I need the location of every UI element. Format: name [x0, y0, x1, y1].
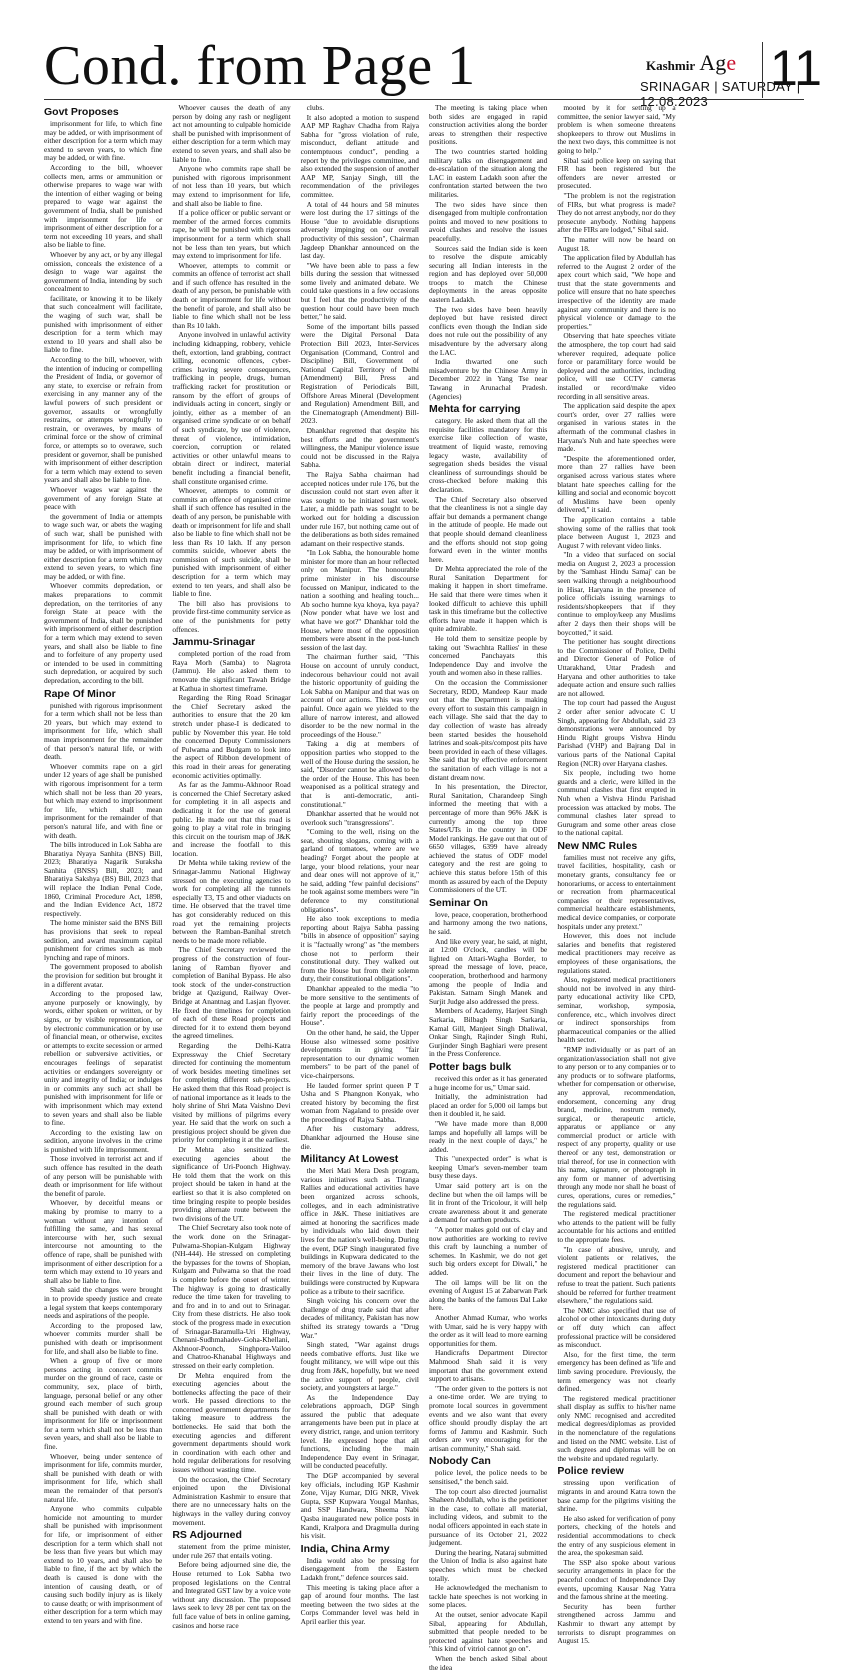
story-paragraph: received this order as it has generated a huge income for us," Umar said.: [428, 1073, 548, 1092]
story-paragraph: On the occasion the Commissioner Secretary, RDD, Mandeep Kaur made out that the Department is making every effort to sustain this campaign in each village. She said that the day to day collection of waste has already been started besides the household latrines and soak-pits/compost pits have been provided in each of these villages. She said that by effective enforcement the sanitation of each village is not a distant dream now.: [428, 678, 548, 782]
column-1: [44, 104, 163, 1625]
story-paragraph: Whoever, being under sentence of imprisonment for life, commits murder, shall be punished with death or with imprisonment for life, which shall mean the remainder of that person's natural life.: [44, 1451, 163, 1504]
story-paragraph: The two sides have been heavily deployed but have resisted direct conflicts even though the Indian side does not rule out the possibility of any misadventure by the adversary along the LAC.: [428, 304, 548, 357]
story-paragraph: Whoever, by deceitful means or making by promise to marry to a woman without any intention of fulfilling the same, and has sexual intercourse with her, such sexual intercourse not amounting to the offence of rape, shall be punished with imprisonment of either description for a term which may extend to 10 years and shall also be liable to fine.: [44, 1198, 163, 1285]
story-paragraph: "In Lok Sabha, the honourable home minister for more than an hour reflected only on Manipur. The honourable prime minister in his discourse focussed on Manipur, indicated to the nation a soothing and healing touch... Ab socho humne kya khoya, kya paya? (Now ponder what have we lost and what have we got?" Dhankhar told the House, where most of the opposition members were absent in the post-lunch session of the last day.: [300, 548, 419, 652]
story-paragraph: Dr Mehta also sensitized the executing agencies about the significance of Uri-Poonch Highway. He told them that the work on this project should be taken in hand at the earliest so that it is also completed on time bringing respite to people besides providing alternate route between the two divisions of the UT.: [172, 1145, 291, 1223]
story-headline: Potter bags bulk: [428, 1060, 512, 1073]
story-paragraph: Regarding the Delhi-Katra Expressway the Chief Secretary directed for continuing the momentum of work besides meeting timelines set for completing different sub-projects. He asked them that this Road project is of national importance as it leads to the holy shrine of Shri Mata Vaishno Devi visited by millions of pilgrims every year. He said that the work on such a prestigious project should be given due priority for completing it at the earliest.: [172, 1040, 291, 1145]
story-paragraph: Singh stated, "War against drugs needs combative efforts. Just like we fought militancy, we will wipe out this drug from J&K, hopefully, but we need the active support of people, civil society, and youngsters at large.": [300, 1340, 419, 1393]
story-paragraph: The registered medical practitioner shall display as suffix to his/her name only NMC recognised and accredited medical degrees/diplomas as provided in the nomenclature of the regulations and listed on the NMC website. List of such degrees and diplomas will be on the website and updated regularly.: [557, 1393, 676, 1463]
story-paragraph: A total of 44 hours and 58 minutes were lost during the 17 sittings of the House "due to avoidable disruptions adversely impinging on our overall productivity of this session", Chairman Jagdeep Dhankhar announced on the last day.: [300, 199, 419, 261]
story-paragraph: When the bench asked Sibal about the idea: [428, 1653, 548, 1672]
story-paragraph: punished with rigorous imprisonment for a term which shall not be less than 20 years, but which may extend to imprisonment for life, which shall mean imprisonment for the remainder of that person's natural life, or with death.: [44, 700, 163, 762]
story-paragraph: Anyone who commits rape shall be punished with rigorous imprisonment of not less than 10 years, but which may extend to imprisonment for life, and shall also be liable to fine.: [172, 164, 291, 208]
story-paragraph: The application contains a table showing some of the rallies that took place between August 1, 2023 and August 7 with relevant video links.: [557, 514, 676, 550]
story-paragraph: Before being adjourned sine die, the House returned to Lok Sabha two proposed legislations on the Central and Integrated GST law by a voice vote without any discussion. The proposed laws seek to levy 28 per cent tax on the full face value of bets in online gaming, casinos and horse race: [172, 1560, 291, 1630]
story-paragraph: The registered medical practitioner who attends to the patient will be fully accountable for his actions and entitled to the appropriate fees.: [557, 1209, 676, 1244]
story-paragraph: Umar said pottery art is on the decline but when the oil lamps will be lit in front of the Tricolour, it will help create awareness about it and generate a demand for earthen products.: [428, 1181, 548, 1225]
story-headline: Seminar On: [428, 896, 488, 909]
story-paragraph: Whoever causes the death of any person by doing any rash or negligent act not amounting to culpable homicide shall be punished with imprisonment of either description for a term which may extend to seven years, and shall also be liable to fine.: [172, 103, 291, 164]
story-paragraph: Also, registered medical practitioners should not be involved in any third-party educational activity like CPD, seminar, workshop, symposia, conference, etc., which involves direct or indirect sponsorships from pharmaceutical companies or the allied health sector.: [557, 975, 676, 1045]
story-paragraph: Those involved in terrorist act and if such offence has resulted in the death of any person will be punishable with death or imprisonment for life without the benefit of parole.: [44, 1154, 163, 1198]
story-paragraph: "In case of abusive, unruly, and violent patients or relatives, the registered medical practitioner can document and report the behaviour and refuse to treat the patient. Such patients should be referred for further treatment elsewhere," the regulations said.: [557, 1244, 676, 1306]
story-paragraph: "The order given to the potters is not a one-time order. We are trying to promote local sources in government events and we also want that every office should proudly display the art forms of Jammu and Kashmir. Such orders are very encouraging for the artisan community," Shah said.: [428, 1383, 548, 1453]
story-paragraph: stressing upon verification of migrants in and around Katra town the base camp for the pilgrims visiting the shrine.: [557, 1478, 676, 1514]
story-paragraph: On the other hand, he said, the Upper House also witnessed some positive developments in giving "fair representation to our dynamic women members" to be part of the panel of vice-chairpersons.: [300, 1027, 419, 1080]
story-paragraph: Security has been further strengthened across Jammu and Kashmir to thwart any attempt by terrorists to disrupt programmes on August 15.: [557, 1601, 676, 1646]
story-paragraph: This "unexpected order" is what is keeping Umar's seven-member team busy these days.: [428, 1154, 548, 1181]
story-paragraph: He lauded former sprint queen P T Usha and S Phangnon Konyak, who created history by becoming the first woman from Nagaland to preside over the proceedings of Rajya Sabha.: [300, 1080, 419, 1124]
story-headline: Govt Proposes: [44, 106, 119, 118]
story-paragraph: Whoever, attempts to commit or commits an offence of terrorist act shall and if such offence has resulted in the death of any person, be punishable with death or imprisonment for life without the benefit of parole, and shall also be liable to fine which shall not be less than Rs 10 lakh.: [172, 260, 291, 330]
story-paragraph: Taking a dig at members of opposition parties who stopped to the well of the House during the session, he said, "Disorder cannot be allowed to be the order of the House. This has been weaponised as a political strategy and that is anti-democratic, anti-constitutional.": [300, 739, 419, 809]
story-paragraph: mooted by it for setting up a committee, the senior lawyer said, "My problem is when someone threatens shopkeepers to throw out Muslims in the next two days, this committee is not going to help.": [557, 103, 676, 155]
story-paragraph: Anyone involved in unlawful activity including kidnapping, robbery, vehicle theft, extortion, land grabbing, contract killing, economic offences, cyber-crimes having severe consequences, trafficking in people, drugs, human trafficking racket for prostitution or ransom by the effort of groups of individuals acting in concert, singly or jointly, either as a member of an organised crime syndicate or on behalf of such syndicate, by use of violence, threat of violence, intimidation, coercion, corruption or related activities or other unlawful means to obtain direct or indirect, material benefit including a financial benefit, shall constitute organised crime.: [172, 330, 291, 486]
story-headline: India, China Army: [300, 1542, 390, 1555]
masthead-divider: [762, 42, 763, 98]
story-paragraph: This meeting is taking place after a gap of around four months. The last meeting between the two sides at the Corps Commander level was held in April earlier this year.: [300, 1582, 419, 1626]
story-paragraph: Whoever commits rape on a girl under 12 years of age shall be punished with rigorous imprisonment for a term which shall not be less than 20 years, but which may extend to imprisonment for life, which shall mean imprisonment for the remainder of that person's natural life, and with fine or with death.: [44, 761, 163, 840]
story-paragraph: Members of Academy, Harjeet Singh Sarkaria, Bilbagh Singh Sarkaria, Kamal Gill, Manjeet Singh Dhaliwal, Onkar Singh, Rajinder Singh Ruhi, Gurjinder Singh Baghiari were present in the Press Conference.: [428, 1006, 548, 1059]
story-paragraph: imprisonment for life, to which fine may be added, or with imprisonment of either description for a term which may extend to seven years, to which fine may be added, or with fine.: [44, 119, 163, 163]
story-paragraph: Dr Mehta appreciated the role of the Rural Sanitation Department for making it happen in short timeframe. He said that there were times when it looked difficult to achieve this uphill task in this timeframe but the collective efforts have made it happen which is quite admirable.: [428, 564, 548, 634]
column-6: [686, 104, 804, 1236]
story-paragraph: The bill also has provisions to provide first-time community service as one of the punishments for petty offences.: [172, 598, 291, 634]
story-paragraph: After his customary address, Dhankhar adjourned the House sine die.: [300, 1124, 419, 1151]
story-paragraph: Whoever wages war against the government of any foreign State at peace with: [44, 484, 163, 512]
story-headline: Jammu-Srinagar: [172, 636, 256, 649]
story-paragraph: India thwarted one such misadventure by the Chinese Army in December 2022 in Yang Tse near Tawang in Arunachal Pradesh. (Agencies): [428, 357, 548, 401]
story-paragraph: According to the bill, whoever, with the intention of inducing or compelling the President of India, or governor of any state, to exercise or refrain from exercising in any manner any of the lawful powers of such president or governor, assaults or wrongfully restrains, or attempts wrongfully to restrain, or overawes, by means of criminal force or the show of criminal force, or attempts so to overawe, such president or governor, shall be punished with imprisonment of either description for a term which may extend to seven years and shall also be liable to fine.: [44, 355, 163, 485]
story-paragraph: statement from the prime minister, under rule 267 that entails voting.: [172, 1542, 291, 1560]
story-paragraph: The meeting is taking place when both sides are engaged in rapid construction activities along the border areas to strengthen their respective positions.: [428, 103, 548, 147]
story-paragraph: The Chief Secretary also took note of the work done on the Srinagar-Pulwama-Shopian-Kulgam Highway (NH-444). He stressed on completing the bypasses for the towns of Shopian, Kulgam and Pulwama so that the road is complete before the onset of winter. The highway is going to drastically reduce the time taken for traveling to and fro and in to and out to Srinagar. City from these districts. He also took stock of the progress made in execution of Srinagar-Baramulla-Uri Highway, Chenani-Sudhmahadev-Goha-Khellani, Akhnoor-Poonch, Singhpora-Vailoo and Chatroo-Khanabal Highways and stressed on their early completion.: [172, 1223, 291, 1370]
story-paragraph: If a police officer or public servant or member of the armed forces commits rape, he will be punished with rigorous imprisonment for a term which shall not be less than ten years, but which may extend to imprisonment for life.: [172, 208, 291, 261]
story-paragraph: The bills introduced in Lok Sabha are Bharatiya Nyaya Sanhita (BNS) Bill, 2023; Bharatiya Nagarik Suraksha Sanhita (BNSS) Bill, 2023; and Bharatiya Sakshya (BS) Bill, 2023 that will replace the Indian Penal Code, 1860, Criminal Procedure Act, 1898, and the Indian Evidence Act, 1872 respectively.: [44, 840, 163, 918]
story-paragraph: However, this does not include salaries and benefits that registered medical practitioners may receive as employees of these organisations, the regulations stated.: [557, 931, 676, 975]
story-paragraph: Dr Mehta while taking review of the Srinagar-Jammu National Highway stressed on the executing agencies to work for completing all the tunnels especially T3, T5 and other viaducts on time. He observed that the travel time has got considerably reduced on this road yet the remaining projects between the Ramban-Banihal stretch needs to be made more reliable.: [172, 858, 291, 945]
story-paragraph: "In a video that surfaced on social media on August 2, 2023 a procession by the 'Samhast Hindu Samaj' can be seen walking through a neighbourhood in Hisar, Haryana in the presence of police officials issuing warnings to residents/shopkeepers that if they continue to employ/keep any Muslims after 2 days then their shops will be boycotted," it said.: [557, 550, 676, 637]
story-paragraph: When a group of five or more persons acting in concert commits murder on the ground of race, caste or community, sex, place of birth, language, personal belief or any other ground each member of such group shall be punished with death or with imprisonment for life or imprisonment for a term which shall not be less than seven years, and shall also be liable to fine.: [44, 1356, 163, 1452]
story-paragraph: The two countries started holding military talks on disengagement and de-escalation of the situation along the LAC in eastern Ladakh soon after the confrontation started between the two militaries.: [428, 146, 548, 199]
story-paragraph: He also took exceptions to media reporting about Rajya Sabha passing "bills in absence of opposition" saying it is "factually wrong" as "the members chose not to perform their constitutional duty. They walked out from the House but from their solemn duty, their constitutional obligations".: [300, 914, 419, 984]
story-paragraph: Sibal said police keep on saying that FIR has been registered but the offenders are never arrested or prosecuted.: [557, 155, 676, 191]
story-paragraph: the government of India or attempts to wage such war, or abets the waging of such war, shall be punished with imprisonment for life, to which fine may be added, or with imprisonment of either description for a term which may extend to seven years, to which fine may be added, or with fine.: [44, 511, 163, 581]
story-paragraph: facilitate, or knowing it to be likely that such concealment will facilitate, the waging of such war, shall be punished with imprisonment of either description for a term which may extend to 10 years and shall also be liable to fine.: [44, 293, 163, 355]
page-title: Cond. from Page 1: [44, 35, 476, 97]
brand-kashmir: Kashmir: [646, 58, 696, 73]
story-paragraph: "RMP individually or as part of an organization/association shall not give to any person or to any companies or to any products or to software platforms, whether for compensation or otherwise, any approval, recommendation, endorsement, concerning any drug brand, medicine, nostrum remedy, surgical, or therapeutic article, apparatus or appliance or any commercial product or article with respect of any property, quality or use thereof or any test, demonstration or trial thereof, for use in connection with his name, signature, or photograph in any form or manner of advertising through any mode nor shall he boast of cures, operations, cures or remedies," the regulations said.: [557, 1044, 676, 1209]
story-paragraph: "Despite the aforementioned order, more than 27 rallies have been organised across various states where blatant hate speeches calling for the killing and social and economic boycott of Muslims have been openly delivered," it said.: [557, 453, 676, 515]
story-paragraph: Dhankhar regretted that despite his best efforts and the government's willingness, the Manipur violence issue could not be discussed in the Rajya Sabha.: [300, 425, 419, 470]
story-paragraph: Dr Mehta enquired from the executing agencies about the bottlenecks affecting the pace of their work. He passed directions to the concerned government departments for taking measure to address the bottlenecks. He said that both the executing agencies and different government departments should work in coordination with each other and hold regular deliberations for resolving issues without wasting time.: [172, 1370, 291, 1475]
story-paragraph: clubs.: [306, 103, 325, 112]
brand-e: e: [726, 50, 737, 75]
brand-ag: Ag: [699, 50, 727, 75]
story-headline: Militancy At Lowest: [300, 1153, 399, 1166]
story-paragraph: Regarding the Ring Road Srinagar the Chief Secretary asked the authorities to ensure that the 20 km stretch under phase-I is dedicated to public by November this year. He told the concerned Deputy Commissioners of Pulwama and Budgam to look into the aspect of Ribbon development of this road in their areas for generating economic activities optimally.: [172, 693, 291, 780]
story-paragraph: The Chief Secretary also observed that the cleanliness is not a single day affair but demands a permanent change in the attitude of people. He made out that people should demand cleanliness and the efforts should not stop going forward even in the winter months here.: [428, 494, 548, 564]
column-4: [428, 103, 548, 1672]
story-headline: RS Adjourned: [172, 1529, 242, 1542]
story-paragraph: He told them to sensitize people by taking out 'Swachhta Rallies' in these concerned Panchayats this Independence Day and involve the youth and women also in these rallies.: [428, 634, 548, 678]
story-paragraph: category. He asked them that all the requisite facilities mandatory for this exercise like collection of waste, treatment of liquid waste, removing legacy waste, availability of segregation sheds besides the visual cleanliness of surroundings should be cross-checked before making this declaration.: [428, 416, 548, 494]
story-paragraph: The petitioner has sought directions to the Commissioner of Police, Delhi and Director General of Police of Uttarakhand, Uttar Pradesh and Haryana and other authorities to take adequate action and ensure such rallies are not allowed.: [557, 637, 676, 698]
story-paragraph: The SSP also spoke about various security arrangements in place for the peaceful conduct of Independence Day events, upcoming Kausar Nag Yatra and the famous shrine at the meeting.: [557, 1557, 676, 1602]
story-headline: Mehta for carrying: [428, 403, 521, 416]
story-paragraph: "We have made more than 8,000 lamps and hopefully all lamps will be ready in the next couple of days," he added.: [428, 1118, 548, 1154]
story-paragraph: "Coming to the well, rising on the seat, shouting slogans, coming with a garland of tomatoes, where are we heading? Forget about the people at large, your blood relations, your near and dear ones will not approve of it," he said, adding "few painful decisions" he took against some members were "in deference to my constitutional obligations".: [300, 827, 419, 914]
story-paragraph: police level, the police needs to be sensitised," the bench said.: [428, 1468, 548, 1487]
story-paragraph: On the occasion, the Chief Secretary enjoined upon the Divisional Administration Kashmir to ensure that there are no unnecessary halts on the highways in the valley during convoy movement.: [172, 1474, 291, 1527]
story-paragraph: He acknowledged the mechanism to tackle hate speeches is not working in some places.: [428, 1583, 548, 1610]
story-paragraph: The two sides have since then disengaged from multiple confrontation points and moved to new positions to avoid clashes and resolve the issues peacefully.: [428, 199, 548, 243]
story-headline: New NMC Rules: [557, 839, 638, 852]
story-paragraph: According to the bill, whoever collects men, arms or ammunition or otherwise prepares to wage war with the intention of either waging or being prepared to wage war against the government of India, shall be punished with imprisonment for life or imprisonment of either description for a term not exceeding 10 years, and shall also be liable to fine.: [44, 162, 163, 250]
story-paragraph: Another Ahmad Kumar, who works with Umar, said he is very happy with the order as it will lead to more earning opportunities for them.: [428, 1312, 548, 1348]
page-number: 11: [770, 40, 822, 96]
column-3: [300, 103, 419, 1626]
story-paragraph: In his presentation, the Director, Rural Sanitation, Charandeep Singh informed the meeting that with a percentage of more than 96% J&K is currently among the top three States/UTs in the country in ODF Model rankings. He gave out that out of 6650 villages, 6399 have already achieved the status of ODF model category and the rest are going to achieve this status before 15th of this month as assured by each of the Deputy Commissioners of the UT.: [428, 782, 548, 895]
story-headline: Nobody Can: [428, 1455, 491, 1468]
story-paragraph: "The problem is not the registration of FIRs, but what progress is made? They do not arrest anybody, nor do they prosecute anybody. Nothing happens after the FIRs are lodged," Sibal said.: [557, 190, 676, 235]
story-paragraph: The Chief Secretary reviewed the progress of the construction of four-laning of Ramban flyover and completion of Banihal Bypass. He also took stock of the under-construction bridge at Qazigund, Railway Over-Bridge at Anantnag and Lasjan flyover. He fixed the timelines for completion of each of these Road projects and directed for it to extend them beyond the agreed timelines.: [172, 945, 291, 1041]
story-paragraph: And like every year, he said, at night, at 12:00 O'clock, candles will be lighted on Attari-Wagha Border, to spread the message of love, peace, cooperation, brotherhood and harmony among the people of India and Pakistan. Satnam Singh Manek and Surjit Judge also addressed the press.: [428, 936, 548, 1006]
story-paragraph: completed portion of the road from Raya Morh (Samba) to Nagrota (Jammu). He also asked them to renovate the significant Tawah Bridge at Kathua in shortest timeframe.: [172, 649, 291, 693]
story-headline: Police review: [557, 1465, 624, 1478]
story-paragraph: Whoever commits depredation, or makes preparations to commit depredation, on the territories of any foreign State at peace with the government of India, shall be punished with imprisonment of either description for a term which may extend to seven years, and shall also be liable to fine and to forfeiture of any property used or intended to be used in committing such depredation, or acquired by such depredation, according to the bill.: [44, 581, 163, 685]
story-paragraph: The NMC also specified that use of alcohol or other intoxicants during duty or off duty which can affect professional practice will be considered as misconduct.: [557, 1305, 676, 1350]
story-paragraph: Dhankhar appealed to the media "to be more sensitive to the sentiments of the people at large and promptly and fairly report the proceedings of the House".: [300, 983, 419, 1028]
story-paragraph: Whoever, attempts to commit or commits an offence of organised crime shall if such offence has resulted in the death of any person, be punishable with death or imprisonment for life and shall also be liable to fine which shall not be less than Rs 10 lakh. If any person commits suicide, whoever abets the commission of such suicide, shall be punished with imprisonment of either description for a term which may extend to ten years, and shall also be liable to fine.: [172, 486, 291, 599]
article-columns: [44, 103, 804, 1672]
story-paragraph: Observing that hate speeches vitiate the atmosphere, the top court had said wherever required, adequate police force or paramilitary force would be deployed and the authorities, including police, will use CCTV cameras installed or record/make video recording in all sensitive areas.: [557, 331, 676, 401]
story-paragraph: Some of the important bills passed were the Digital Personal Data Protection Bill 2023, Inter-Services Organisation (Command, Control and Discipline) Bill, Government of National Capital Territory of Delhi (Amendment) Bill, Press and Registration of Periodicals Bill, Offshore Areas Mineral (Development and Regulation) Amendment Bill, and the Cinematograph (Amendment) Bill-2023.: [300, 321, 419, 426]
dateline: SRINAGAR | SATURDAY | 12.08.2023: [640, 79, 801, 109]
story-paragraph: love, peace, cooperation, brotherhood and harmony among the two nations, he said.: [428, 909, 548, 937]
story-paragraph: According to the proposed law, anyone purposely or knowingly, by words, either spoken or written, or by signs, or by visible representation, or by electronic communication or by use of financial mean, or otherwise, excites or attempts to excite secession or armed rebellion or subversive activities, or encourages feelings of separatist activities or endangers sovereignty or unity and integrity of India; or indulges in or commits any such act shall be punished with imprisonment for life or with imprisonment which may extend to seven years and shall also be liable to fine.: [44, 989, 163, 1128]
story-paragraph: The chairman further said, "This House on account of unruly conduct, indecorous behaviour could not avail the historic opportunity of guiding the Lok Sabha on Manipur and that was on account of our actions. This was very painful. Once again we yielded to the allure of narrow interest, and allowed disorder to be the new normal in the proceedings of the House.": [300, 652, 419, 739]
story-paragraph: Handicrafts Department Director Mahmood Shah said it is very important that the government extend support to artisans.: [428, 1348, 548, 1384]
story-paragraph: At the outset, senior advocate Kapil Sibal, appearing for Abdullah, submitted that people needed to be protected against hate speeches and "this kind of vitriol cannot go on".: [428, 1609, 548, 1654]
story-headline: Rape Of Minor: [44, 687, 116, 700]
story-paragraph: The application filed by Abdullah has referred to the August 2 order of the apex court which said, "We hope and trust that the state governments and police will ensure that no hate speeches irrespective of the identity are made against any community and there is no physical violence or damage to the properties.": [557, 253, 676, 331]
story-paragraph: During the hearing, Nataraj submitted the Union of India is also against hate speeches which must be checked totally.: [428, 1547, 548, 1583]
story-paragraph: Dhankhar asserted that he would not overlook such "transgressions".: [300, 809, 419, 827]
story-paragraph: He also asked for verification of pony porters, checking of the hotels and residential accommodations to check the entry of any suspicious element in the area, the spokesman said.: [557, 1513, 676, 1558]
story-paragraph: The matter will now be heard on August 18.: [557, 234, 676, 253]
story-paragraph: "We have been able to pass a few bills during the session that witnessed some lively and animated debate. We could take questions in a few occasions but I feel that the productivity of the question hour could have been much better," he said.: [300, 260, 419, 322]
story-paragraph: As far as the Jammu-Akhnoor Road is concerned the Chief Secretary asked for completing it in all aspects and dedicating it for the use of general public. He made out that this road is going to play a vital role in bringing this circuit on the tourism map of J&K and increase the footfall to this location.: [172, 780, 291, 858]
story-paragraph: As the Independence Day celebrations approach, DGP Singh assured the public that adequate arrangements have been put in place at every district, range, and union territory level. He expressed hope that all functions, including the main Independence Day event in Srinagar, will be conducted peacefully.: [300, 1392, 419, 1471]
story-paragraph: The oil lamps will be lit on the evening of August 15 at Zabarwan Park along the banks of the famous Dal Lake here.: [428, 1277, 548, 1313]
story-paragraph: The top court had passed the August 2 order after senior advocate C U Singh, appearing for Abdullah, said 23 demonstrations were announced by Hindu Right groups Vishva Hindu Parishad (VHP) and Bajrang Dal in various parts of the National Capital Region (NCR) over Haryana clashes.: [557, 698, 676, 768]
column-5: [557, 103, 676, 1646]
story-paragraph: India would also be pressing for disengagement from the Eastern Ladakh front," defence sources said.: [300, 1555, 419, 1582]
header-rule: [44, 99, 804, 100]
story-paragraph: The application said despite the apex court's order, over 27 rallies were organised in various states in the aftermath of the communal clashes in Haryana's Nuh and hate speeches were made.: [557, 401, 676, 454]
story-paragraph: The Rajya Sabha chairman had accepted notices under rule 176, but the discussion could not start even after it was sought to be initiated last week. Later, a middle path was sought to be worked out for holding a discussion under rule 167, but nothing came out of the deliberations as both sides remained adamant on their respective stands.: [300, 469, 419, 548]
story-paragraph: Six people, including two home guards and a cleric, were killed in the communal clashes that first erupted in Nuh when a Vishva Hindu Parishad procession was attacked by mobs. The communal clashes later spread to Gurugram and some other areas close to the national capital.: [557, 768, 676, 838]
story-paragraph: The DGP accompanied by several key officials, including IGP Kashmir Zone, Vijay Kumar, DIG NKR, Vivek Gupta, SSP Kupwara Yougal Manhas, and SSP Handwara, Sheema Nabi Qasba inaugurated new police posts in Kandi, Kralpora and Dragmulla during his visit.: [300, 1471, 419, 1541]
story-paragraph: "A potter makes gold out of clay and now authorities are working to revive this craft by launching a number of schemes. In Kashmir, we do not get such big orders except for Diwali," he added.: [428, 1225, 548, 1277]
story-paragraph: Initially, the administration had placed an order for 5,000 oil lamps but then it doubled it, he said.: [428, 1092, 548, 1119]
story-paragraph: According to the existing law on sedition, anyone involves in the crime is punished with life imprisonment.: [44, 1127, 163, 1154]
story-paragraph: Also, for the first time, the term emergency has been defined as 'life and limb saving procedure. Previously, the term emergency was not clearly defined.: [557, 1349, 676, 1394]
story-paragraph: The top court also directed journalist Shaheen Abdullah, who is the petitioner in the case, to collate all material, including videos, and submit to the nodal officers appointed in each state in pursuance of its October 21, 2022 judgement.: [428, 1486, 548, 1548]
brand-logo: [646, 50, 736, 76]
story-paragraph: Whoever by any act, or by any illegal omission, conceals the existence of a design to wage war against the government of India, intending by such concealment to: [44, 249, 163, 294]
story-paragraph: According to the proposed law, whoever commits murder shall be punished with death or imprisonment for life, and shall also be liable to fine.: [44, 1320, 163, 1356]
story-paragraph: families must not receive any gifts, travel facilities, hospitality, cash or monetary grants, consultancy fee or honorariums, or access to entertainment or recreation from pharmaceutical companies or their representatives, commercial healthcare establishments, medical device companies, or corporate hospitals under any pretext.": [557, 852, 676, 931]
story-paragraph: Shah said the changes were brought in to provide speedy justice and create a legal system that keeps contemporary needs and aspirations of the people.: [44, 1285, 163, 1321]
column-2: [172, 103, 291, 1630]
story-paragraph: Anyone who commits culpable homicide not amounting to murder shall be punished with imprisonment for life, or imprisonment of either description for a term which shall not be less than five years but which may extend to 10 years, and shall also be liable to fine, if the act by which the death is caused is done with the intention of causing death, or of causing such bodily injury as is likely to cause death; or with imprisonment of either description for a term which may extend to ten years and with fine.: [44, 1504, 163, 1625]
story-paragraph: the Meri Mati Mera Desh program, various initiatives such as Tiranga Rallies and educational activities have been organized across schools, colleges, and in each administrative office in J&K. These initiatives are aimed at honoring the sacrifices made by individuals who laid down their lives for the nation's well-being. During the event, DGP Singh inaugurated five buildings in Kupwara dedicated to the memory of the brave Jawans who lost their lives in the line of duty. The buildings were constructed by Kupwara police as a tribute to their sacrifice.: [300, 1166, 419, 1296]
story-paragraph: Sources said the Indian side is keen to resolve the dispute amicably securing all Indian interests in the region and has deployed over 50,000 troops to match the Chinese deployments in the areas opposite eastern Ladakh.: [428, 243, 548, 305]
story-paragraph: Singh voicing his concern over the challenge of drug trade said that after decades of militancy, Pakistan has now shifted its strategy towards a "Drug War.": [300, 1296, 419, 1340]
story-paragraph: It also adopted a motion to suspend AAP MP Raghav Chadha from Rajya Sabha for "gross violation of rule, misconduct, defiant attitude and contemptuous conduct", pending a report by the privileges committee, and also extended the suspension of another AAP MP, Sanjay Singh, till the recommendation of the privileges committee.: [300, 112, 419, 199]
story-paragraph: The home minister said the BNS Bill has provisions that seek to repeal sedition, and award maximum capital punishment for crimes such as mob lynching and rape of minors.: [44, 918, 163, 962]
story-paragraph: The government proposed to abolish the provision for sedition but brought it in a different avatar.: [44, 962, 163, 989]
